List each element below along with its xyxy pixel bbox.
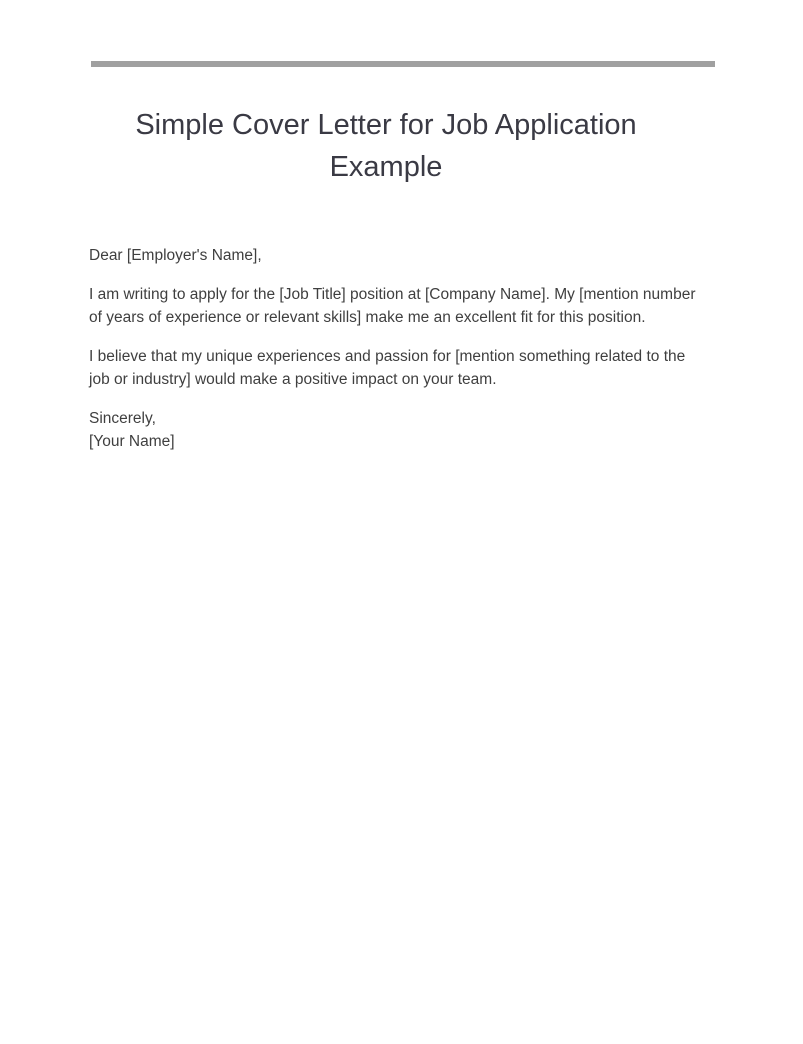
letter-body: [89, 244, 699, 469]
closing: Sincerely,: [89, 410, 156, 427]
document-title: Simple Cover Letter for Job Application Example: [135, 109, 637, 183]
paragraph-intro: I am writing to apply for the [Job Title] position at [Company Name]. My [mention number of years of experience or relevant skills] make me an excellent fit for this position.: [89, 286, 696, 326]
signature: [Your Name]: [89, 433, 175, 450]
header-divider: [91, 61, 715, 67]
closing-block: [89, 407, 699, 453]
salutation: Dear [Employer's Name],: [89, 247, 262, 264]
paragraph-motivation: I believe that my unique experiences and passion for [mention something related to the job or industry] would make a positive impact on your team.: [89, 348, 686, 388]
